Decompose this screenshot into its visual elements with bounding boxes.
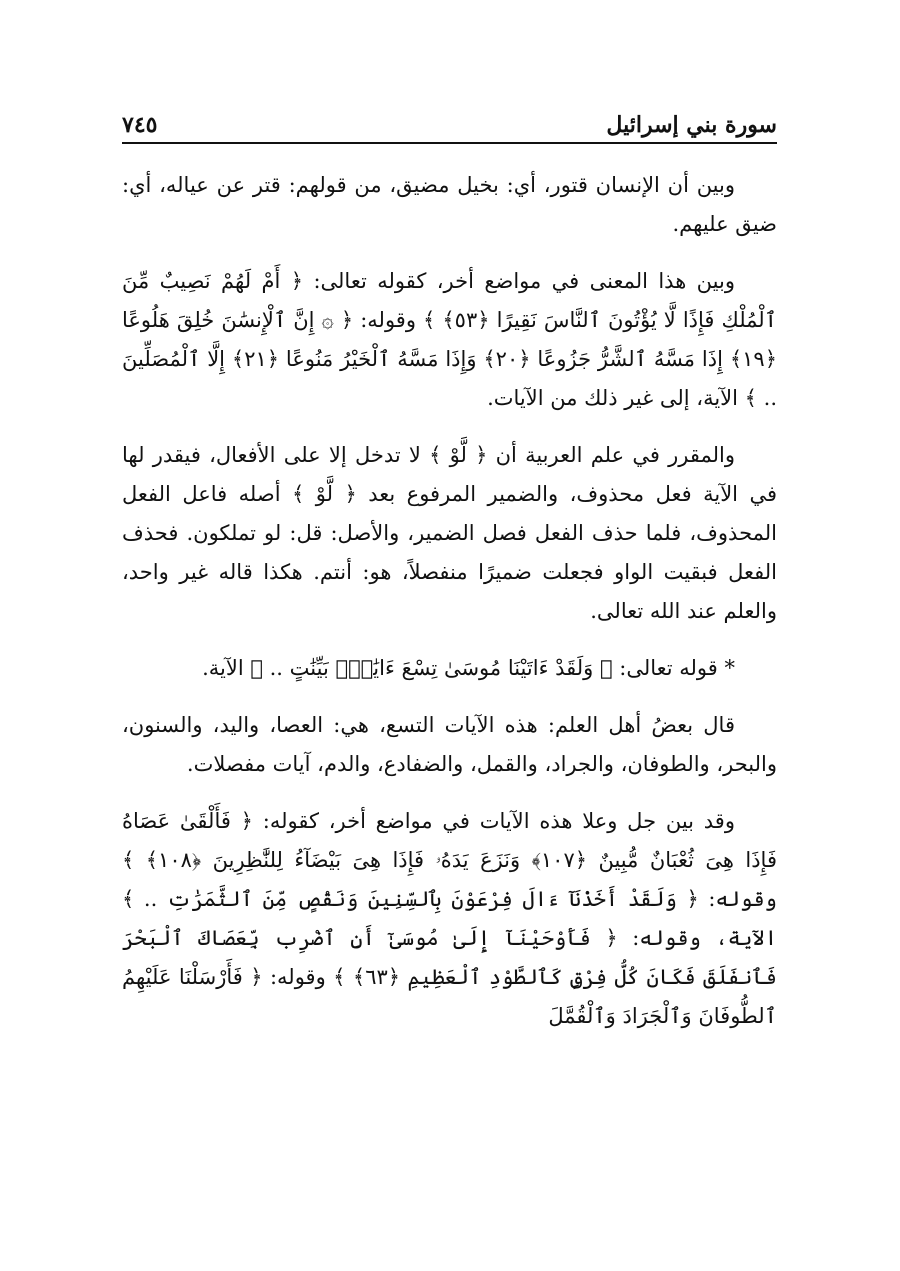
paragraph-law-grammar: والمقرر في علم العربية أن ﴿ لَّوْ ﴾ لا تدخل إلا على الأفعال، فيقدر لها في الآية فعل محذوف، والضمير المرفوع بعد ﴿ لَّوْ ﴾ أصله فاعل الفعل المحذوف، فلما حذف الفعل فصل الضمير، والأصل: قل: لو تملكون. فحذف الفعل فبقيت الواو فجعلت ضميرًا منفصلاً، هو: أنتم. هكذا قاله غير واحد، والعلم عند الله تعالى. <box>122 443 777 623</box>
paragraph-signs-explained: وقد بين جل وعلا هذه الآيات في مواضع أخر، كقوله: ﴿ فَأَلْقَىٰ عَصَاهُ فَإِذَا هِىَ ثُعْبَانٌ مُّبِينٌ ﴿١٠٧﴾ وَنَزَعَ يَدَهُۥ فَإِذَا هِىَ بَيْضَآءُ لِلنَّٰظِرِينَ ﴿١٠٨﴾ ﴾ وقوله: ﴿ وَلَقَدْ أَخَذْنَآ ءَالَ فِرْعَوْنَ بِٱلسِّنِينَ وَنَقْصٍ مِّنَ ٱلثَّمَرَٰتِ .. ﴾ الآية، وقوله: ﴿ فَأَوْحَيْنَآ إِلَىٰ مُوسَىٰٓ أَنِ ٱضْرِب بِّعَصَاكَ ٱلْبَحْرَ فَٱنفَلَقَ فَكَانَ كُلُّ فِرْقٍ كَٱلطَّوْدِ ٱلْعَظِيمِ ﴿٦٣﴾ ﴾ وقوله: ﴿ فَأَرْسَلْنَا عَلَيْهِمُ ٱلطُّوفَانَ وَٱلْجَرَادَ وَٱلْقُمَّلَ <box>122 809 777 1028</box>
page-header <box>122 100 777 144</box>
paragraph-stingy-man: وبين أن الإنسان قتور، أي: بخيل مضيق، من قولهم: قتر عن عياله، أي: ضيق عليهم. <box>122 173 777 236</box>
paragraph-other-places: وبين هذا المعنى في مواضع أخر، كقوله تعالى: ﴿ أَمْ لَهُمْ نَصِيبٌ مِّنَ ٱلْمُلْكِ فَإِذًا لَّا يُؤْتُونَ ٱلنَّاسَ نَقِيرًا ﴿٥٣﴾ ﴾ وقوله: ﴿ ۞ إِنَّ ٱلْإِنسَٰنَ خُلِقَ هَلُوعًا ﴿١٩﴾ إِذَا مَسَّهُ ٱلشَّرُّ جَزُوعًا ﴿٢٠﴾ وَإِذَا مَسَّهُ ٱلْخَيْرُ مَنُوعًا ﴿٢١﴾ إِلَّا ٱلْمُصَلِّينَ .. ﴾ الآية، إلى غير ذلك من الآيات. <box>122 269 777 410</box>
page-number: ٧٤٥ <box>122 112 158 138</box>
surah-title: سورة بني إسرائيل <box>606 112 777 138</box>
paragraph-nine-signs-list: قال بعضُ أهل العلم: هذه الآيات التسع، هي: العصا، واليد، والسنون، والبحر، والطوفان، والجراد، والقمل، والضفادع، والدم، آيات مفصلات. <box>122 713 777 776</box>
book-page <box>122 100 777 1054</box>
page-body <box>122 166 777 1036</box>
paragraph-nine-signs-verse: * قوله تعالى: ﴿ وَلَقَدْ ءَاتَيْنَا مُوسَىٰ تِسْعَ ءَايَٰتٍۭ بَيِّنَٰتٍ .. ﴾ الآية. <box>202 656 735 680</box>
